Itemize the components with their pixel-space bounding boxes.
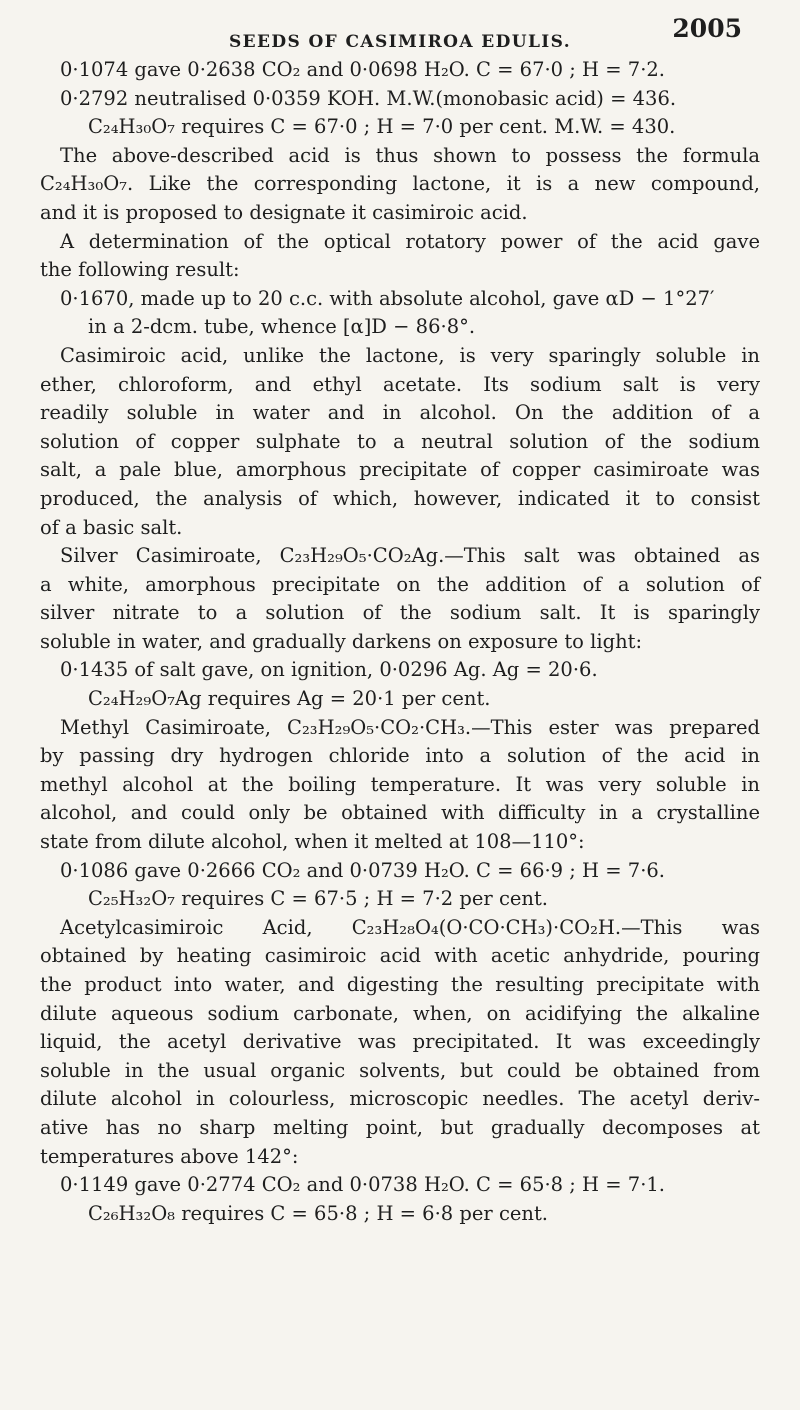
- paragraph-line: methyl alcohol at the boiling temperature. It was very soluble in: [40, 772, 760, 796]
- paragraph-line: the following result:: [40, 258, 240, 282]
- running-header: [40, 14, 760, 56]
- paragraph-line: solution of copper sulphate to a neutral solution of the sodium: [40, 429, 760, 453]
- analysis-line: 0·1435 of salt gave, on ignition, 0·0296 Ag. Ag = 20·6.: [60, 658, 598, 682]
- rotation-result-line: in a 2-dcm. tube, whence [α]D − 86·8°.: [88, 315, 476, 339]
- paragraph-line: temperatures above 142°:: [40, 1144, 299, 1168]
- paragraph-line: obtained by heating casimiroic acid with acetic anhydride, pouring: [40, 944, 760, 968]
- formula-requirement-line: C₂₅H₃₂O₇ requires C = 67·5 ; H = 7·2 per cent.: [88, 887, 548, 911]
- running-title: SEEDS OF CASIMIROA EDULIS.: [228, 32, 572, 52]
- paragraph-line: a white, amorphous precipitate on the addition of a solution of: [40, 572, 760, 596]
- analysis-line: 0·1074 gave 0·2638 CO₂ and 0·0698 H₂O. C = 67·0 ; H = 7·2.: [60, 58, 665, 81]
- paragraph-line: salt, a pale blue, amorphous precipitate of copper casimiroate was: [40, 458, 760, 482]
- formula-requirement-line: C₂₄H₂₉O₇Ag requires Ag = 20·1 per cent.: [88, 687, 491, 711]
- paragraph-line: alcohol, and could only be obtained with difficulty in a crystalline: [40, 801, 760, 825]
- analysis-line: 0·1149 gave 0·2774 CO₂ and 0·0738 H₂O. C = 65·8 ; H = 7·1.: [60, 1173, 665, 1197]
- rotation-measurement-line: 0·1670, made up to 20 c.c. with absolute alcohol, gave αD − 1°27′: [60, 286, 715, 310]
- paragraph-line: ative has no sharp melting point, but gradually decomposes at: [40, 1115, 760, 1139]
- paragraph-line: ether, chloroform, and ethyl acetate. Its sodium salt is very: [40, 372, 760, 396]
- paragraph-line: liquid, the acetyl derivative was precipitated. It was exceedingly: [40, 1030, 760, 1054]
- paragraph-line: silver nitrate to a solution of the sodium salt. It is sparingly: [40, 601, 760, 625]
- paragraph-line: state from dilute alcohol, when it melted at 108—110°:: [40, 830, 585, 854]
- paragraph-line: dilute aqueous sodium carbonate, when, on acidifying the alkaline: [40, 1001, 760, 1025]
- methyl-casimiroate-heading-line: Methyl Casimiroate, C₂₃H₂₉O₅·CO₂·CH₃.—This ester was prepared: [60, 715, 760, 739]
- page-number: 2005: [672, 14, 742, 43]
- paragraph-line: of a basic salt.: [40, 515, 183, 539]
- silver-casimiroate-heading-line: Silver Casimiroate, C₂₃H₂₉O₅·CO₂Ag.—This salt was obtained as: [60, 544, 760, 568]
- paragraph-line: Casimiroic acid, unlike the lactone, is very sparingly soluble in: [60, 343, 760, 367]
- acetylcasimiroic-acid-heading-line: Acetylcasimiroic Acid, C₂₃H₂₈O₄(O·CO·CH₃)·CO₂H.—This was: [60, 915, 760, 939]
- paragraph-line: and it is proposed to designate it casimiroic acid.: [40, 200, 528, 224]
- formula-requirement-line: C₂₄H₃₀O₇ requires C = 67·0 ; H = 7·0 per cent. M.W. = 430.: [88, 115, 676, 139]
- paragraph-line: A determination of the optical rotatory power of the acid gave: [60, 229, 760, 253]
- formula-requirement-line: C₂₆H₃₂O₈ requires C = 65·8 ; H = 6·8 per cent.: [88, 1201, 548, 1225]
- paragraph-line: readily soluble in water and in alcohol. On the addition of a: [40, 401, 760, 425]
- paragraph-line: produced, the analysis of which, however, indicated it to consist: [40, 486, 760, 510]
- paragraph-line: the product into water, and digesting the resulting precipitate with: [40, 973, 760, 996]
- article-body: [40, 56, 760, 1228]
- paragraph-line: dilute alcohol in colourless, microscopic needles. The acetyl deriv-: [40, 1087, 760, 1111]
- paragraph-line: soluble in the usual organic solvents, but could be obtained from: [40, 1058, 760, 1082]
- analysis-line: 0·2792 neutralised 0·0359 KOH. M.W.(monobasic acid) = 436.: [60, 86, 677, 110]
- paragraph-line: soluble in water, and gradually darkens on exposure to light:: [40, 629, 643, 653]
- analysis-line: 0·1086 gave 0·2666 CO₂ and 0·0739 H₂O. C = 66·9 ; H = 7·6.: [60, 858, 665, 882]
- paragraph-line: The above-described acid is thus shown to possess the formula: [60, 143, 760, 167]
- paragraph-line: C₂₄H₃₀O₇. Like the corresponding lactone, it is a new compound,: [40, 172, 760, 196]
- paragraph-line: by passing dry hydrogen chloride into a solution of the acid in: [40, 744, 760, 768]
